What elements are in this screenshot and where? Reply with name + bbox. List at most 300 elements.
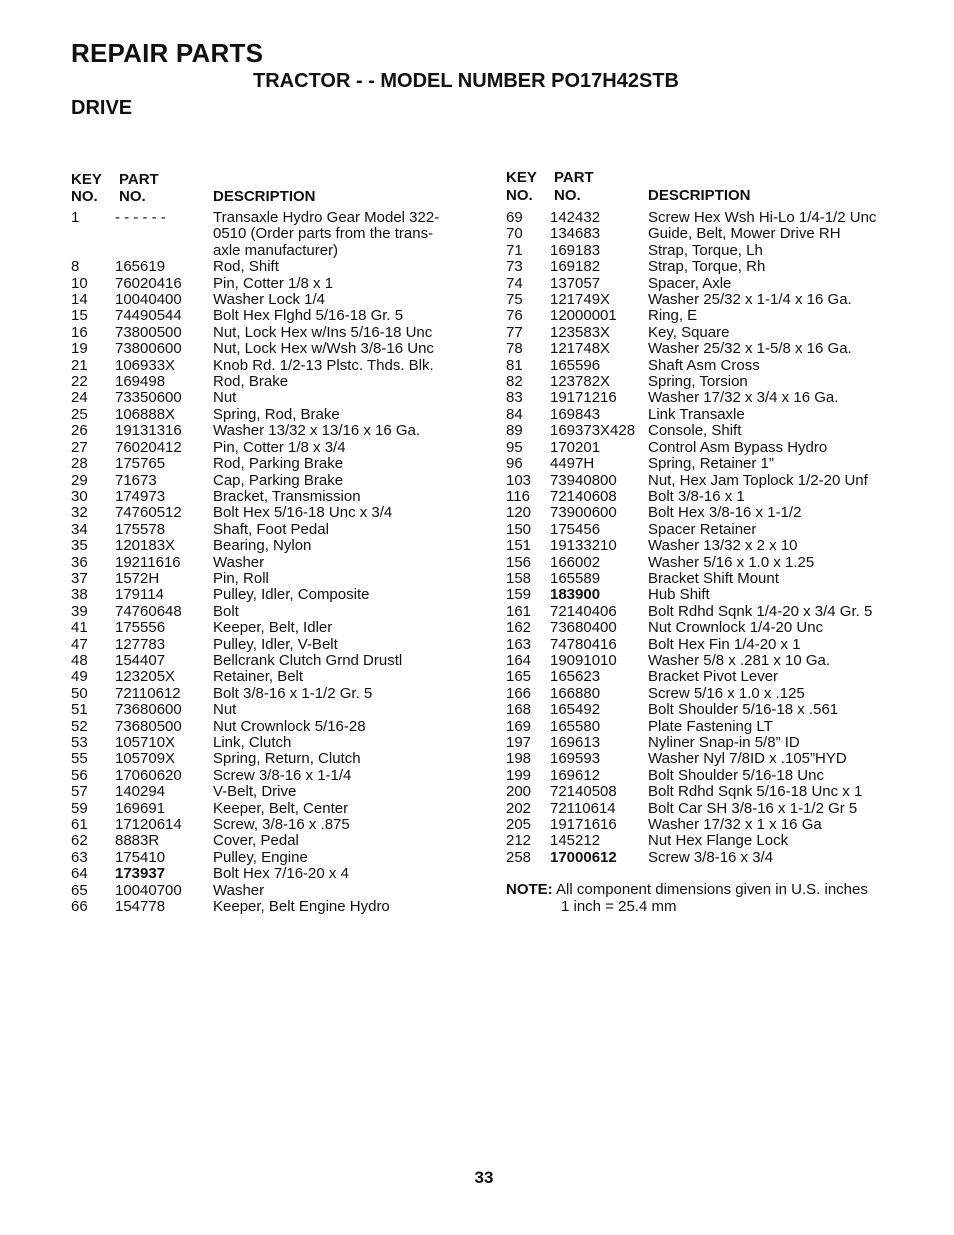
part-description: Bracket, Transmission xyxy=(213,487,361,505)
part-description: Washer xyxy=(213,881,265,899)
part-no: 165623 xyxy=(550,668,601,686)
part-no: 76020412 xyxy=(115,438,182,456)
part-no: 19091010 xyxy=(550,651,617,669)
key-no: 81 xyxy=(506,356,523,374)
key-no: 161 xyxy=(506,602,532,620)
part-row xyxy=(71,817,471,833)
part-no: 17120614 xyxy=(115,816,182,834)
part-no: 169182 xyxy=(550,258,601,276)
part-row xyxy=(506,801,906,817)
part-no: 165619 xyxy=(115,258,166,276)
part-description: Knob Rd. 1/2-13 Plstc. Thds. Blk. xyxy=(213,356,434,374)
key-no: 66 xyxy=(71,898,88,916)
part-no: 105709X xyxy=(115,750,176,768)
part-row xyxy=(506,817,906,833)
key-no: 82 xyxy=(506,373,523,391)
part-description: Retainer, Belt xyxy=(213,668,304,686)
part-no: 73900600 xyxy=(550,504,617,522)
key-no: 34 xyxy=(71,520,88,538)
part-no: 74760648 xyxy=(115,602,182,620)
part-description: Pulley, Idler, Composite xyxy=(213,586,370,604)
part-no: 154778 xyxy=(115,898,166,916)
key-no: 116 xyxy=(506,487,530,505)
part-row xyxy=(506,374,906,390)
part-description: Pin, Cotter 1/8 x 3/4 xyxy=(213,438,346,456)
part-description: Bolt Hex 5/16-18 Unc x 3/4 xyxy=(213,504,393,522)
description-header: DESCRIPTION xyxy=(648,187,751,204)
key-no: 96 xyxy=(506,455,523,473)
key-no: 24 xyxy=(71,389,88,407)
key-no: 57 xyxy=(71,783,88,801)
part-no: 169593 xyxy=(550,750,601,768)
part-row xyxy=(506,751,906,767)
part-no: 175410 xyxy=(115,848,166,866)
part-description: Pin, Cotter 1/8 x 1 xyxy=(213,274,334,292)
part-row xyxy=(506,538,906,554)
part-no: 169613 xyxy=(550,734,601,751)
note-line2: 1 inch = 25.4 mm xyxy=(561,897,677,915)
part-no: 173937 xyxy=(115,865,166,883)
part-no: 137057 xyxy=(550,274,601,292)
parts-list-left xyxy=(71,170,471,915)
key-no: 26 xyxy=(71,422,88,440)
part-row xyxy=(506,686,906,702)
part-no: 123205X xyxy=(115,668,176,686)
part-header-line2: NO. xyxy=(119,188,146,205)
key-no: 55 xyxy=(71,750,88,768)
model-subtitle: TRACTOR - - MODEL NUMBER PO17H42STB xyxy=(253,70,679,92)
part-row xyxy=(506,653,906,669)
part-description: Shaft Asm Cross xyxy=(648,356,760,374)
part-row xyxy=(506,669,906,685)
part-row xyxy=(506,456,906,472)
key-no: 27 xyxy=(71,438,88,456)
part-no: 105710X xyxy=(115,734,176,751)
key-no: 22 xyxy=(71,373,88,391)
part-row xyxy=(71,538,471,554)
part-row xyxy=(71,473,471,489)
part-description: Spring, Retainer 1” xyxy=(648,455,774,473)
part-no: 19211616 xyxy=(115,553,181,571)
part-no: 19131316 xyxy=(115,422,182,440)
key-no: 70 xyxy=(506,225,523,243)
key-no: 61 xyxy=(71,816,88,834)
part-row xyxy=(506,505,906,521)
part-no: 165580 xyxy=(550,717,601,735)
key-no: 1 xyxy=(71,209,80,226)
part-description: Bolt 3/8-16 x 1-1/2 Gr. 5 xyxy=(213,684,373,702)
part-description: Nut, Lock Hex w/Ins 5/16-18 Unc xyxy=(213,323,433,341)
part-description: Spring, Return, Clutch xyxy=(213,750,361,768)
part-row xyxy=(71,390,471,406)
part-no: 170201 xyxy=(550,438,601,456)
part-description: Washer 5/8 x .281 x 10 Ga. xyxy=(648,651,831,669)
part-row xyxy=(71,440,471,456)
part-no xyxy=(115,243,213,259)
part-description: Bearing, Nylon xyxy=(213,537,312,555)
part-no: 166002 xyxy=(550,553,601,571)
part-no: 145212 xyxy=(550,832,601,850)
part-row xyxy=(71,259,471,275)
part-description: Bolt Car SH 3/8-16 x 1-1/2 Gr 5 xyxy=(648,799,858,817)
part-no: 174973 xyxy=(115,487,166,505)
key-no: 212 xyxy=(506,832,532,850)
key-no: 10 xyxy=(71,274,88,292)
key-no: 56 xyxy=(71,766,88,784)
column-header xyxy=(71,170,471,210)
part-row xyxy=(506,522,906,538)
key-no: 169 xyxy=(506,717,532,735)
part-description: Nut xyxy=(213,701,237,719)
key-no: 84 xyxy=(506,405,523,423)
key-no xyxy=(71,243,115,259)
part-no: 19171216 xyxy=(550,389,617,407)
part-description: Washer 13/32 x 2 x 10 xyxy=(648,537,798,555)
part-description: Spring, Rod, Brake xyxy=(213,405,340,423)
key-no: 32 xyxy=(71,504,88,522)
part-description: Screw Hex Wsh Hi-Lo 1/4-1/2 Unc xyxy=(648,209,877,226)
part-description: Washer xyxy=(213,553,265,571)
part-row xyxy=(71,604,471,620)
part-no: 8883R xyxy=(115,832,160,850)
part-description: 0510 (Order parts from the trans- xyxy=(213,225,434,243)
page-number: 33 xyxy=(474,1168,494,1187)
part-description: Washer 17/32 x 1 x 16 Ga xyxy=(648,816,822,834)
description-header: DESCRIPTION xyxy=(213,188,316,205)
part-no: 154407 xyxy=(115,651,166,669)
key-no: 120 xyxy=(506,504,532,522)
key-no: 28 xyxy=(71,455,88,473)
part-description: Transaxle Hydro Gear Model 322- xyxy=(213,209,440,226)
key-no: 159 xyxy=(506,586,532,604)
part-row xyxy=(506,637,906,653)
key-header-line1: KEY xyxy=(71,171,102,188)
part-no: 12000001 xyxy=(550,307,617,325)
part-no: 4497H xyxy=(550,455,595,473)
key-no xyxy=(71,226,115,242)
part-no: 127783 xyxy=(115,635,166,653)
key-no: 8 xyxy=(71,258,80,276)
part-no: 165589 xyxy=(550,569,601,587)
part-description: Link, Clutch xyxy=(213,734,292,751)
part-row xyxy=(506,719,906,735)
part-no: 175765 xyxy=(115,455,166,473)
part-description: Bracket Shift Mount xyxy=(648,569,779,587)
part-row xyxy=(506,833,906,849)
part-description: Bolt Hex Flghd 5/16-18 Gr. 5 xyxy=(213,307,404,325)
part-no: 169612 xyxy=(550,766,601,784)
part-no: 121748X xyxy=(550,340,611,358)
key-no: 76 xyxy=(506,307,523,325)
part-description: Cap, Parking Brake xyxy=(213,471,344,489)
key-no: 162 xyxy=(506,619,532,637)
part-row xyxy=(71,243,471,259)
part-row xyxy=(71,702,471,718)
part-no: 169843 xyxy=(550,405,601,423)
key-no: 166 xyxy=(506,684,532,702)
part-row xyxy=(506,276,906,292)
part-row xyxy=(71,423,471,439)
part-no: 120183X xyxy=(115,537,176,555)
part-no: 106888X xyxy=(115,405,176,423)
part-no: 179114 xyxy=(115,586,164,604)
part-row xyxy=(506,702,906,718)
part-description: Strap, Torque, Rh xyxy=(648,258,766,276)
key-no: 77 xyxy=(506,323,523,341)
key-no: 30 xyxy=(71,487,88,505)
part-row xyxy=(71,637,471,653)
key-no: 69 xyxy=(506,209,523,226)
key-no: 29 xyxy=(71,471,88,489)
part-no: 134683 xyxy=(550,225,601,243)
part-description: Screw, 3/8-16 x .875 xyxy=(213,816,350,834)
part-description: Spring, Torsion xyxy=(648,373,748,391)
parts-rows xyxy=(71,210,471,915)
part-row xyxy=(71,407,471,423)
part-row xyxy=(506,473,906,489)
part-no: 76020416 xyxy=(115,274,182,292)
part-no: 169183 xyxy=(550,241,601,259)
part-description: Console, Shift xyxy=(648,422,742,440)
part-row xyxy=(71,801,471,817)
part-no: 123583X xyxy=(550,323,611,341)
part-description: Washer Lock 1/4 xyxy=(213,291,325,309)
part-description: Washer Nyl 7/8ID x .105”HYD xyxy=(648,750,847,768)
key-no: 15 xyxy=(71,307,88,325)
part-description: Spacer Retainer xyxy=(648,520,757,538)
part-no: 74760512 xyxy=(115,504,182,522)
key-no: 74 xyxy=(506,274,523,292)
key-no: 59 xyxy=(71,799,88,817)
key-no: 156 xyxy=(506,553,532,571)
part-description: Nut Crownlock 1/4-20 Unc xyxy=(648,619,824,637)
part-no: 10040700 xyxy=(115,881,182,899)
part-description: Rod, Shift xyxy=(213,258,279,276)
part-row xyxy=(506,390,906,406)
note-label: NOTE: xyxy=(506,881,553,899)
part-no: 165492 xyxy=(550,701,601,719)
part-row xyxy=(506,604,906,620)
part-row xyxy=(506,226,906,242)
key-no: 49 xyxy=(71,668,88,686)
part-description: Nut Hex Flange Lock xyxy=(648,832,789,850)
part-description: Strap, Torque, Lh xyxy=(648,241,763,259)
part-description: Nut, Lock Hex w/Wsh 3/8-16 Unc xyxy=(213,340,434,358)
part-no: 73680400 xyxy=(550,619,617,637)
part-description: Rod, Parking Brake xyxy=(213,455,344,473)
part-description: Keeper, Belt, Idler xyxy=(213,619,333,637)
parts-rows xyxy=(506,210,906,866)
part-no: 73350600 xyxy=(115,389,182,407)
part-no: 73800600 xyxy=(115,340,182,358)
part-description: Ring, E xyxy=(648,307,698,325)
part-row xyxy=(71,489,471,505)
part-row xyxy=(506,341,906,357)
part-row xyxy=(506,587,906,603)
part-row xyxy=(71,735,471,751)
part-no: 73940800 xyxy=(550,471,617,489)
key-no: 41 xyxy=(71,619,88,637)
part-row xyxy=(71,751,471,767)
key-no: 39 xyxy=(71,602,88,620)
part-no: 74780416 xyxy=(550,635,617,653)
part-row xyxy=(71,456,471,472)
part-row xyxy=(71,341,471,357)
key-no: 258 xyxy=(506,848,532,866)
part-row xyxy=(71,308,471,324)
key-no: 63 xyxy=(71,848,88,866)
part-description: Nut, Hex Jam Toplock 1/2-20 Unf xyxy=(648,471,868,489)
part-description: Key, Square xyxy=(648,323,730,341)
key-no: 163 xyxy=(506,635,532,653)
key-no: 16 xyxy=(71,323,88,341)
part-row xyxy=(71,292,471,308)
key-no: 62 xyxy=(71,832,88,850)
part-row xyxy=(506,735,906,751)
part-row xyxy=(71,276,471,292)
part-row xyxy=(71,620,471,636)
part-header-line1: PART xyxy=(554,169,594,186)
key-no: 14 xyxy=(71,291,88,309)
part-row xyxy=(71,522,471,538)
part-description: Control Asm Bypass Hydro xyxy=(648,438,828,456)
part-row xyxy=(71,210,471,226)
key-no: 198 xyxy=(506,750,532,768)
key-no: 71 xyxy=(506,241,523,259)
key-no: 205 xyxy=(506,816,532,834)
part-row xyxy=(71,883,471,899)
part-description: Washer 25/32 x 1-5/8 x 16 Ga. xyxy=(648,340,852,358)
key-no: 53 xyxy=(71,734,88,751)
part-row xyxy=(506,243,906,259)
part-no: - - - - - - xyxy=(115,209,166,226)
part-no: 140294 xyxy=(115,783,166,801)
section-title: DRIVE xyxy=(71,97,133,119)
part-row xyxy=(71,768,471,784)
part-no xyxy=(115,226,213,242)
key-no: 47 xyxy=(71,635,88,653)
part-description: Keeper, Belt, Center xyxy=(213,799,349,817)
key-no: 165 xyxy=(506,668,532,686)
part-no: 183900 xyxy=(550,586,601,604)
part-row xyxy=(506,620,906,636)
part-description: Bolt Hex Fin 1/4-20 x 1 xyxy=(648,635,801,653)
part-row xyxy=(506,407,906,423)
part-row xyxy=(506,423,906,439)
part-row xyxy=(71,784,471,800)
key-no: 48 xyxy=(71,651,88,669)
column-header xyxy=(506,170,906,210)
part-description: Bolt Hex 7/16-20 x 4 xyxy=(213,865,349,883)
part-row xyxy=(71,833,471,849)
part-no: 73800500 xyxy=(115,323,182,341)
part-description: Keeper, Belt Engine Hydro xyxy=(213,898,390,916)
part-description: Cover, Pedal xyxy=(213,832,299,850)
part-row xyxy=(506,259,906,275)
part-description: Pulley, Idler, V-Belt xyxy=(213,635,338,653)
parts-list-right xyxy=(506,170,906,915)
part-header-line1: PART xyxy=(119,171,159,188)
part-description: Bolt Shoulder 5/16-18 Unc xyxy=(648,766,824,784)
key-header-line2: NO. xyxy=(506,187,533,204)
part-description: Spacer, Axle xyxy=(648,274,732,292)
part-description: Plate Fastening LT xyxy=(648,717,773,735)
part-no: 175556 xyxy=(115,619,166,637)
part-description: Screw 3/8-16 x 3/4 xyxy=(648,848,774,866)
part-row xyxy=(71,899,471,915)
part-no: 166880 xyxy=(550,684,601,702)
part-description: Bolt Rdhd Sqnk 5/16-18 Unc x 1 xyxy=(648,783,863,801)
part-row xyxy=(71,866,471,882)
part-row xyxy=(71,686,471,702)
part-description: Nyliner Snap-in 5/8” ID xyxy=(648,734,800,751)
key-no: 89 xyxy=(506,422,523,440)
part-row xyxy=(506,489,906,505)
key-header-line1: KEY xyxy=(506,169,537,186)
part-description: Nut xyxy=(213,389,237,407)
part-row xyxy=(506,768,906,784)
note-line1: All component dimensions given in U.S. inches xyxy=(556,881,868,899)
part-description: Screw 5/16 x 1.0 x .125 xyxy=(648,684,805,702)
key-no: 95 xyxy=(506,438,523,456)
part-no: 1572H xyxy=(115,569,160,587)
part-row xyxy=(71,571,471,587)
key-no: 151 xyxy=(506,537,532,555)
part-description: Bolt Rdhd Sqnk 1/4-20 x 3/4 Gr. 5 xyxy=(648,602,873,620)
part-row xyxy=(506,784,906,800)
key-no: 73 xyxy=(506,258,523,276)
key-header-line2: NO. xyxy=(71,188,98,205)
part-description: Nut Crownlock 5/16-28 xyxy=(213,717,366,735)
part-row xyxy=(506,440,906,456)
key-no: 38 xyxy=(71,586,88,604)
part-no: 19171616 xyxy=(550,816,617,834)
part-row xyxy=(506,850,906,866)
part-no: 72110612 xyxy=(115,684,181,702)
part-row xyxy=(506,308,906,324)
key-no: 21 xyxy=(71,356,88,374)
part-no: 165596 xyxy=(550,356,601,374)
part-description: Screw 3/8-16 x 1-1/4 xyxy=(213,766,352,784)
part-row xyxy=(506,358,906,374)
part-row xyxy=(71,669,471,685)
part-row xyxy=(71,850,471,866)
part-no: 106933X xyxy=(115,356,176,374)
part-row xyxy=(506,571,906,587)
page-title: REPAIR PARTS xyxy=(71,38,264,68)
key-no: 78 xyxy=(506,340,523,358)
part-description: Link Transaxle xyxy=(648,405,745,423)
key-no: 202 xyxy=(506,799,532,817)
part-description: Bolt Shoulder 5/16-18 x .561 xyxy=(648,701,839,719)
key-no: 19 xyxy=(71,340,88,358)
part-description: Washer 5/16 x 1.0 x 1.25 xyxy=(648,553,815,571)
part-no: 73680600 xyxy=(115,701,182,719)
part-no: 19133210 xyxy=(550,537,617,555)
part-no: 74490544 xyxy=(115,307,182,325)
part-row xyxy=(506,325,906,341)
part-no: 17060620 xyxy=(115,766,182,784)
part-description: V-Belt, Drive xyxy=(213,783,297,801)
part-description: Hub Shift xyxy=(648,586,710,604)
key-no: 52 xyxy=(71,717,88,735)
key-no: 103 xyxy=(506,471,532,489)
key-no: 158 xyxy=(506,569,532,587)
part-no: 72140406 xyxy=(550,602,617,620)
part-description: Guide, Belt, Mower Drive RH xyxy=(648,225,841,243)
key-no: 75 xyxy=(506,291,523,309)
part-description: Washer 25/32 x 1-1/4 x 16 Ga. xyxy=(648,291,852,309)
